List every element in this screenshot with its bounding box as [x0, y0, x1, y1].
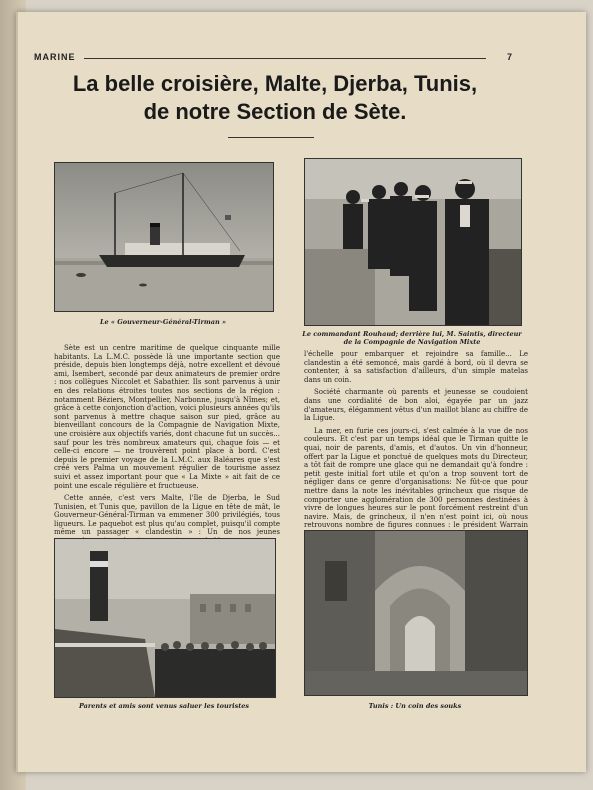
photo-quay [54, 538, 276, 698]
title-line-2: de notre Section de Sète. [143, 99, 407, 124]
left-paragraph-1: Sète est un centre maritime de quelque cinquante mille habitants. La L.M.C. possède là une importante section que préside, depuis bien longtemps déjà, notre excellent et dévoué ami, Isembert, secondé par deux animateurs de premier ordre : nos collègues Niccolet et Sabathier. Ils sont parvenus à unir en des relations étroites toutes nos sections de la région : notamment Béziers, Montpellier, Narbonne, jusqu'à Nîmes; et, grâce à cette conjonction d'action, voici plusieurs années qu'ils sont parvenus à mettre chaque saison sur pied, grâce au bienveillant concours de la Compagnie de Navigation Mixte, une croisière aux objectifs variés, dont chacune fut un succès... sauf pour les très nombreux amateurs qui, chaque fois — et celle-ci encore — ne trouvèrent point place à bord. C'est depuis le premier voyage de la L.M.C. aux Baléares que s'est créé vers Palma un mouvement régulier de tourisme assez suivi et assez important pour que « La Mixte » ait fait de ce point une escale régulière et fructueuse. [54, 344, 280, 490]
photo-steamer [54, 162, 274, 312]
quay-illustration [55, 539, 275, 697]
section-label: MARINE [34, 52, 76, 62]
running-header [34, 52, 512, 64]
article-left-column [54, 344, 280, 536]
left-paragraph-2: Cette année, c'est vers Malte, l'île de Djerba, le Sud Tunisien, et Tunis que, pavillon de la Ligue en tête de mât, le Gouverneur-Général-Tirman va emmener 300 privilégiés, tous ligueurs. Le paquebot est plus qu'au complet, puisqu'il compte même un passager « clandestin » : Un de nos jeunes [54, 494, 280, 537]
caption-souks: Tunis : Un coin des souks [368, 702, 462, 710]
article-right-column [304, 350, 528, 528]
right-paragraph-3: La mer, en furie ces jours-ci, s'est calmée à la vue de nos couleurs. Et c'est par un temps idéal que le Tirman quitte le quai, noir de parents, d'amis, et d'autos. Un vin d'honneur, offert par la Ligue et ponctué de quelques mots du Directeur, a tôt fait de rompre une glace qui ne demandait qu'à fondre : petit geste initial fort utile et qu'on a trop souvent tort de négliger dans ce genre d'organisations: Ne fût-ce que pour mettre dans la note les inévitables grincheux que risque de comporter une agglomération de 300 personnes destinées à vivre de longues heures sur le pont forcément restreint d'un navire. Mais, de grincheux, il n'en n'est point ici, où nous retrouvons nombre de figures connues : le président Warrain [304, 426, 528, 530]
right-paragraph-2: Société charmante où parents et jeunesse se coudoient dans une cordialité de bon aloi, égayée par un jazz d'amateurs, élégamment vêtus d'un maillot blanc au chiffre de la Ligue. [304, 388, 528, 423]
page-number: 7 [506, 52, 512, 62]
souks-illustration [305, 531, 527, 695]
caption-officers-line-2: de la Compagnie de Navigation Mixte [343, 338, 481, 346]
caption-officers-line-1: Le commandant Rouhaud; derrière lui, M. Saintis, directeur [302, 330, 522, 338]
article-title [28, 70, 522, 126]
title-line-1: La belle croisière, Malte, Djerba, Tunis, [72, 71, 478, 96]
steamer-illustration [55, 163, 273, 311]
photo-officers [304, 158, 522, 326]
photo-souks [304, 530, 528, 696]
caption-quay: Parents et amis sont venus saluer les touristes [78, 702, 250, 710]
right-paragraph-1: l'échelle pour embarquer et rejoindre sa famille... Le clandestin a été semoncé, mais gardé à bord, où il devra se contenter, à sa satisfaction d'ailleurs, d'un simple matelas dans un coin. [304, 350, 528, 384]
caption-officers [300, 330, 524, 346]
title-rule [228, 137, 314, 138]
header-rule [84, 58, 486, 59]
caption-steamer: Le « Gouverneur-Général-Tirman » [99, 318, 227, 326]
officers-illustration [305, 159, 521, 325]
